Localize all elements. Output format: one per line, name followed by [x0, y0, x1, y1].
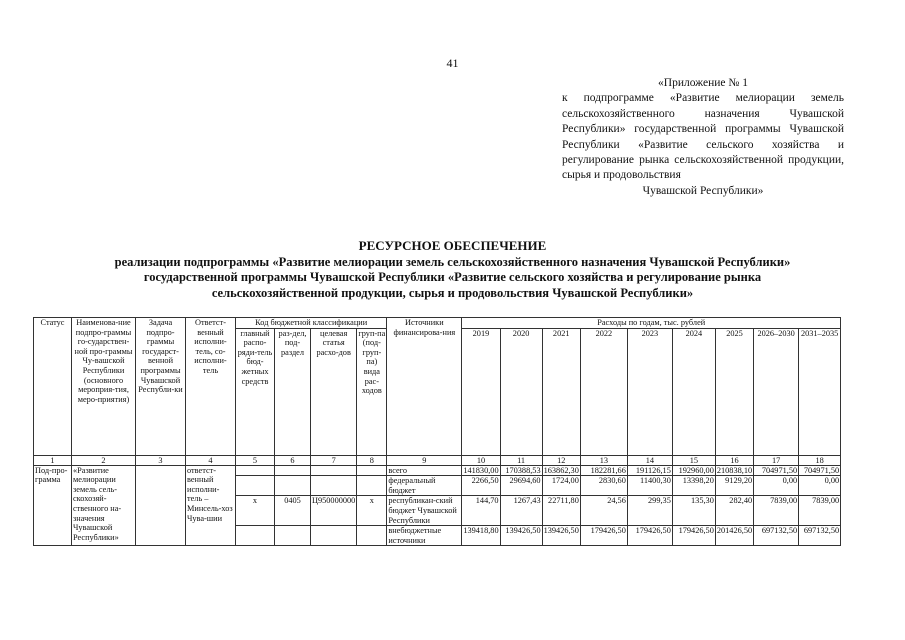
col-number: 18 — [799, 455, 841, 465]
col-number: 3 — [136, 455, 186, 465]
row-value: 139418,80 — [462, 526, 500, 546]
header-year: 2022 — [580, 328, 627, 455]
col-number: 13 — [580, 455, 627, 465]
col-number: 5 — [236, 455, 275, 465]
row-value: 201426,50 — [715, 526, 753, 546]
table-header-row — [34, 318, 841, 329]
row-task — [136, 465, 186, 546]
row-value: 170388,53 — [500, 465, 542, 476]
document-heading — [30, 238, 875, 301]
row-value: 1724,00 — [542, 476, 580, 496]
heading-line-1: реализации подпрограммы «Развитие мелиорации земель сельскохозяйственного назначения Чувашской Республики» — [114, 254, 791, 269]
row-value: 7839,00 — [799, 496, 841, 526]
row-source: республикан-ский бюджет Чувашской Республики — [387, 496, 462, 526]
row-value: 0,00 — [799, 476, 841, 496]
row-value: 282,40 — [715, 496, 753, 526]
col-number: 10 — [462, 455, 500, 465]
row-name: «Развитие мелиорации земель сель-скохозяй-ственного на-значения Чувашской Республики» — [72, 465, 136, 546]
row-value: 697132,50 — [799, 526, 841, 546]
header-year: 2020 — [500, 328, 542, 455]
row-value: 13398,20 — [672, 476, 715, 496]
header-expenses: Расходы по годам, тыс. рублей — [462, 318, 841, 329]
header-year: 2026–2030 — [754, 328, 799, 455]
row-value: 179426,50 — [627, 526, 672, 546]
row-value: 9129,20 — [715, 476, 753, 496]
resource-table — [33, 317, 841, 546]
column-number-row — [34, 455, 841, 465]
header-section: раз-дел, под-раздел — [275, 328, 311, 455]
code-section: 0405 — [275, 496, 311, 526]
row-status: Под-про-грамма — [34, 465, 72, 546]
row-source: всего — [387, 465, 462, 476]
col-number: 6 — [275, 455, 311, 465]
row-value: 141830,00 — [463, 465, 499, 475]
page-number: 41 — [446, 56, 459, 70]
col-number: 7 — [311, 455, 357, 465]
col-number: 15 — [672, 455, 715, 465]
col-number: 9 — [387, 455, 462, 465]
col-number: 12 — [542, 455, 580, 465]
row-value: 1267,43 — [500, 496, 542, 526]
row-value: 22711,80 — [542, 496, 580, 526]
row-value: 2266,50 — [462, 476, 500, 496]
row-value: 179426,50 — [672, 526, 715, 546]
row-value: 191126,15 — [627, 465, 672, 476]
header-target: целевая статья расхо-дов — [311, 328, 357, 455]
header-sources: Источники финансирова-ния — [387, 318, 462, 456]
appendix-last-line: Чувашской Республики» — [642, 184, 764, 197]
header-year: 2021 — [542, 328, 580, 455]
heading-line-2: государственной программы Чувашской Республики «Развитие сельского хозяйства и регулирование рынка — [143, 270, 762, 284]
row-value: 704971,50 — [754, 465, 799, 476]
header-year: 2025 — [715, 328, 753, 455]
col-number: 4 — [186, 455, 236, 465]
header-task: Задача подпро-граммы государст-венной программы Чувашской Республи-ки — [136, 318, 186, 456]
row-value: 192960,00 — [672, 465, 715, 476]
row-value: 7839,00 — [754, 496, 799, 526]
heading-title: РЕСУРСНОЕ ОБЕСПЕЧЕНИЕ — [358, 238, 547, 253]
col-number: 8 — [357, 455, 387, 465]
row-value: 697132,50 — [754, 526, 799, 546]
appendix-title: «Приложение № 1 — [658, 77, 748, 89]
row-value: 163862,30 — [543, 465, 579, 475]
row-value: 0,00 — [754, 476, 799, 496]
header-year: 2019 — [462, 328, 500, 455]
header-year: 2031–2035 — [799, 328, 841, 455]
header-name: Наименова-ние подпро-граммы го-сударствен-ной про-граммы Чу-вашской Республики (основного мероприя-тия, меро-приятия) — [72, 318, 136, 456]
row-value: 704971,50 — [799, 465, 841, 476]
row-source: внебюджетные источники — [387, 526, 462, 546]
row-value: 210838,10 — [716, 465, 753, 475]
header-status: Статус — [34, 318, 72, 456]
header-group: груп-па (под-груп-па) вида рас-ходов — [357, 328, 387, 455]
row-value: 24,56 — [580, 496, 627, 526]
col-number: 2 — [72, 455, 136, 465]
row-source: федеральный бюджет — [387, 476, 462, 496]
appendix-note — [562, 76, 844, 199]
row-value: 2830,60 — [580, 476, 627, 496]
col-number: 16 — [715, 455, 753, 465]
code-target: Ц950000000 — [311, 496, 357, 526]
row-value: 135,30 — [672, 496, 715, 526]
appendix-text: к подпрограмме «Развитие мелиорации земель сельскохозяйственного назначения Чувашской Республики» государственной программы Чувашской Республики «Развитие сельского хозяйства и регулирование рынка сельскохозяйственной продукции, сырья и продовольствия — [562, 92, 844, 182]
header-executor: Ответст-венный исполни-тель, со-исполни-тель — [186, 318, 236, 456]
table-row — [34, 465, 841, 476]
header-chief: главный распо-ряди-тель бюд-жетных средств — [236, 328, 275, 455]
row-value: 144,70 — [462, 496, 500, 526]
row-value: 139426,50 — [500, 526, 542, 546]
row-value: 182281,66 — [580, 465, 627, 476]
col-number: 11 — [500, 455, 542, 465]
row-value: 11400,30 — [627, 476, 672, 496]
header-budget-code: Код бюджетной классификации — [236, 318, 387, 329]
row-executor: ответст-венный исполни-тель – Минсель-хоз Чува-шии — [186, 465, 236, 546]
col-number: 1 — [34, 455, 72, 465]
code-group: x — [357, 496, 387, 526]
row-value: 299,35 — [627, 496, 672, 526]
col-number: 17 — [754, 455, 799, 465]
col-number: 14 — [627, 455, 672, 465]
row-value: 29694,60 — [500, 476, 542, 496]
row-value: 179426,50 — [580, 526, 627, 546]
heading-line-3: сельскохозяйственной продукции, сырья и продовольствия Чувашской Республики» — [211, 285, 694, 300]
row-value: 139426,50 — [542, 526, 580, 546]
code-chief: x — [236, 496, 275, 526]
header-year: 2024 — [672, 328, 715, 455]
header-year: 2023 — [627, 328, 672, 455]
